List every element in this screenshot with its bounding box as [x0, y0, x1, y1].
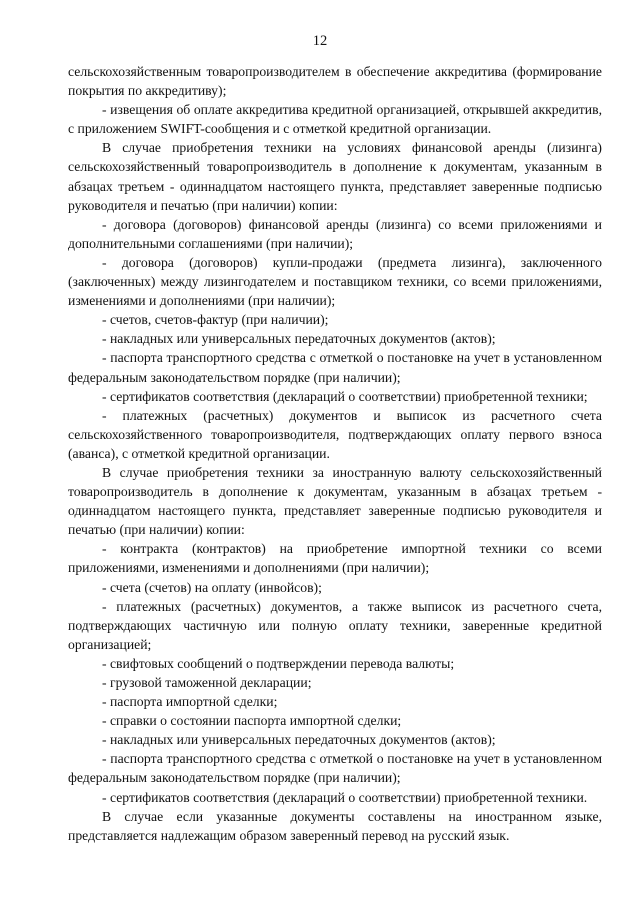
list-item-waybills-import: - накладных или универсальных передаточных документов (актов);	[102, 732, 496, 748]
paragraph-translation: В случае если указанные документы составлены на иностранном языке, представляется надлежащим образом заверенный перевод на русский язык.	[68, 808, 602, 843]
list-item-sale-contract: - договора (договоров) купли-продажи (предмета лизинга), заключенного (заключенных) между лизингодателем и поставщиком техники, со всеми приложениями, изменениями и дополнениями (при наличии);	[68, 254, 602, 309]
list-item-waybills: - накладных или универсальных передаточных документов (актов);	[102, 331, 496, 347]
paragraph-foreign-currency-intro: В случае приобретения техники за иностранную валюту сельскохозяйственный товаропроизводитель в дополнение к документам, указанным в абзацах третьем - одиннадцатом настоящего пункта, представляет заверенные подписью руководителя и печатью (при наличии) копии:	[68, 464, 602, 538]
list-item-vehicle-passport-import: - паспорта транспортного средства с отметкой о постановке на учет в установленном федеральным законодательством порядке (при наличии);	[68, 751, 602, 786]
list-item-certificates: - сертификатов соответствия (деклараций о соответствии) приобретенной техники;	[102, 388, 588, 404]
list-item-leasing-contract: - договора (договоров) финансовой аренды (лизинга) со всеми приложениями и дополнительными соглашениями (при наличии);	[68, 216, 602, 251]
list-item-import-passport-status: - справки о состоянии паспорта импортной сделки;	[102, 713, 402, 729]
list-item-certificates-import: - сертификатов соответствия (деклараций о соответствии) приобретенной техники.	[102, 789, 588, 805]
list-item-payment-invoices: - счета (счетов) на оплату (инвойсов);	[102, 579, 322, 595]
list-item-invoices: - счетов, счетов-фактур (при наличии);	[102, 312, 329, 328]
document-body	[68, 62, 602, 845]
list-item-payment-statements: - платежных (расчетных) документов, а также выписок из расчетного счета, подтверждающих частичную или полную оплату техники, заверенные кредитной организацией;	[68, 598, 602, 652]
list-item-payment-docs: - платежных (расчетных) документов и выписок из расчетного счета сельскохозяйственного товаропроизводителя, подтверждающих оплату первого взноса (аванса), с отметкой кредитной организации.	[68, 407, 602, 461]
list-item-swift-messages: - свифтовых сообщений о подтверждении перевода валюты;	[102, 655, 455, 671]
paragraph-continuation: сельскохозяйственным товаропроизводителем в обеспечение аккредитива (формирование покрытия по аккредитиву);	[68, 64, 602, 99]
list-item-customs-declaration: - грузовой таможенной декларации;	[102, 675, 312, 690]
list-item-import-contract: - контракта (контрактов) на приобретение импортной техники со всеми приложениями, изменениями и дополнениями (при наличии);	[68, 541, 602, 576]
page-number: 12	[312, 33, 328, 49]
list-item-import-passport: - паспорта импортной сделки;	[102, 694, 278, 710]
list-item-vehicle-passport: - паспорта транспортного средства с отметкой о постановке на учет в установленном федеральным законодательством порядке (при наличии);	[68, 350, 602, 385]
list-item-swift-notice: - извещения об оплате аккредитива кредитной организацией, открывшей аккредитив, с приложением SWIFT-сообщения и с отметкой кредитной организации.	[68, 102, 602, 137]
paragraph-leasing-intro: В случае приобретения техники на условиях финансовой аренды (лизинга) сельскохозяйственный товаропроизводитель в дополнение к документам, указанным в абзацах третьем - одиннадцатом настоящего пункта, представляет заверенные подписью руководителя и печатью (при наличии) копии:	[68, 140, 602, 213]
